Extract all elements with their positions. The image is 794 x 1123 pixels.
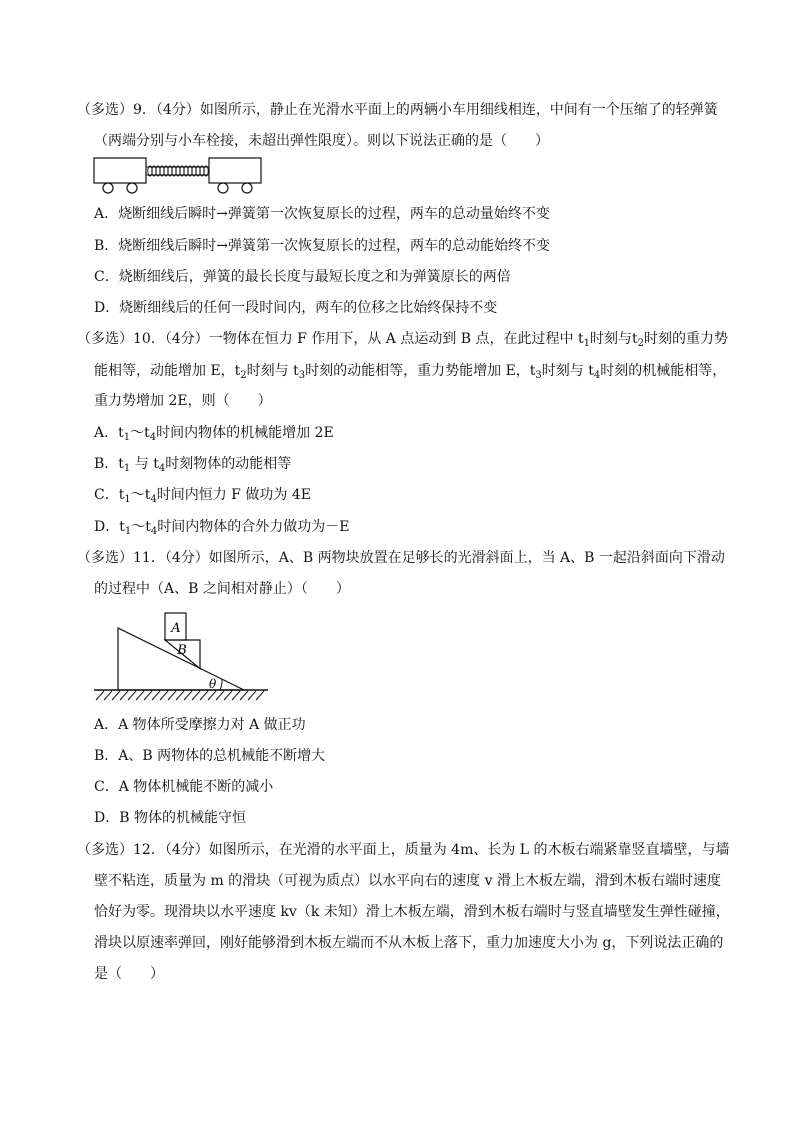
q11-incline-figure (92, 610, 272, 709)
q11-option-a: A．A 物体所受摩擦力对 A 做正功 (94, 717, 306, 733)
q10-option-a: A．$t_1\sim t_4$时间内物体的机械能增加 2E (94, 425, 334, 443)
q12-stem-cont-4: 是（ ） (94, 966, 164, 982)
q11-stem: （多选）11．（4分）如图所示，A、B 两物块放置在足够长的光滑斜面上，当 A、B 一起沿斜面向下滑动 (77, 550, 725, 566)
q10-option-d: D．$t_1\sim t_4$时间内物体的合外力做功为－E (94, 519, 350, 537)
q10-option-c: C．$t_1\sim t_4$时间内恒力 F 做功为 4E (94, 487, 311, 505)
right-cart (209, 158, 261, 183)
q12-stem: （多选）12．（4分）如图所示，在光滑的水平面上，质量为 4m、长为 L 的木板右端紧靠竖直墙壁，与墙 (77, 842, 730, 858)
q11-option-b: B．A、B 两物体的总机械能不断增大 (94, 748, 326, 764)
q9-option-b: B．烧断细线后瞬时→弹簧第一次恢复原长的过程，两车的总动能始终不变 (94, 238, 551, 254)
angle-theta-label: θ (209, 677, 217, 691)
carts-spring-diagram (92, 156, 267, 198)
q10-stem: （多选）10．（4分）一物体在恒力 F 作用下，从 A 点运动到 B 点，在此过程中 $t_1$时刻与$t_2$时刻的重力势 (77, 331, 729, 349)
q11-stem-cont: 的过程中（A、B 之间相对静止）（ ） (94, 581, 350, 597)
left-cart (94, 158, 146, 183)
q9-option-d: D．烧断细线后的任何一段时间内，两车的位移之比始终保持不变 (94, 300, 498, 316)
q12-stem-cont-3: 滑块以原速率弹回，刚好能够滑到木板左端而不从木板上落下，重力加速度大小为 g，下列说法正确的 (94, 935, 724, 951)
q9-stem: （多选）9．（4分）如图所示，静止在光滑水平面上的两辆小车用细线相连，中间有一个压缩了的轻弹簧 (77, 102, 718, 118)
incline-wedge (118, 628, 244, 690)
q9-option-c: C．烧断细线后，弹簧的最长长度与最短长度之和为弹簧原长的两倍 (94, 269, 511, 285)
q10-stem-cont-2: 重力势增加 2E，则（ ） (94, 393, 272, 409)
q9-stem-cont: （两端分别与小车栓接，未超出弹性限度）。则以下说法正确的是（ ） (94, 133, 549, 149)
q10-option-b: B．$t_1$ 与 $t_4$时刻物体的动能相等 (94, 456, 292, 474)
q10-stem-cont: 能相等，动能增加 E，$t_2$时刻与 $t_3$时刻的动能相等，重力势能增加 E，$t_3$时刻与 $t_4$时刻的机械能相等， (94, 363, 727, 381)
q12-stem-cont-1: 壁不粘连，质量为 m 的滑块（可视为质点）以水平向右的速度 v 滑上木板左端，滑到木板右端时速度 (94, 873, 721, 889)
left-cart-wheel-1 (103, 183, 113, 193)
right-cart-wheel-2 (242, 183, 252, 193)
ground-hatching (96, 691, 264, 700)
q11-option-d: D．B 物体的机械能守恒 (94, 810, 246, 826)
block-b-label: B (177, 643, 187, 658)
q12-stem-cont-2: 恰好为零。现滑块以水平速度 kv（k 未知）滑上木板左端，滑到木板右端时与竖直墙壁发生弹性碰撞， (94, 904, 730, 920)
right-cart-wheel-1 (218, 183, 228, 193)
q11-option-c: C．A 物体机械能不断的减小 (94, 779, 274, 795)
angle-arc (220, 679, 222, 690)
left-cart-wheel-2 (127, 183, 137, 193)
block-a-label: A (171, 621, 181, 636)
q9-carts-figure (92, 156, 267, 202)
incline-blocks-diagram (92, 610, 272, 705)
q9-option-a: A．烧断细线后瞬时→弹簧第一次恢复原长的过程，两车的总动量始终不变 (94, 206, 550, 222)
